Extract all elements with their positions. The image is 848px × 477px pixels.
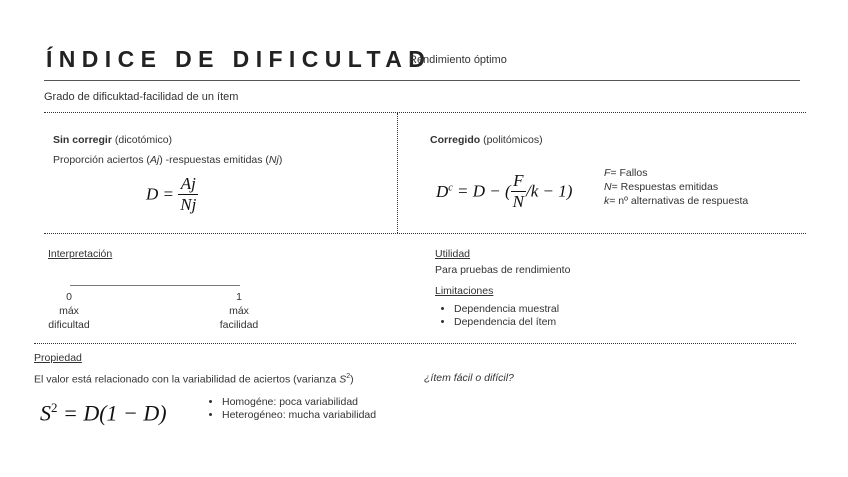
page-description: Grado de dificuktad-facilidad de un ítem [44, 91, 239, 103]
desc-part: ) [278, 154, 283, 166]
dotted-divider-top [44, 112, 806, 113]
corregido-legend [604, 166, 748, 208]
limitaciones-list [436, 303, 559, 329]
legend-text: = Fallos [610, 167, 648, 179]
formula-d-sup: c [448, 181, 453, 193]
legend-var: F [604, 167, 611, 179]
formula-tail: /k − 1) [525, 181, 573, 201]
propiedad-close: ) [350, 373, 354, 386]
formula-fraction [178, 174, 198, 215]
list-item: • Homogéne: poca variabilidad [222, 396, 376, 408]
utilidad-text: Para pruebas de rendimiento [435, 264, 571, 276]
page-title: ÍNDICE DE DIFICULTAD [46, 46, 432, 72]
list-item: • Dependencia muestral [454, 303, 559, 315]
legend-n [604, 180, 748, 194]
corregido-heading-rest: (politómicos) [480, 134, 543, 146]
sin-corregir-heading-bold: Sin corregir [53, 134, 112, 146]
legend-text: = Respuestas emitidas [611, 181, 719, 193]
propiedad-text [34, 373, 354, 386]
scale-left-value: 0 [66, 291, 72, 303]
header-divider [44, 80, 800, 81]
dotted-divider-vertical [397, 113, 398, 233]
page-subtitle: Rendimiento óptimo [409, 54, 507, 66]
formula-rest: = D(1 − D) [57, 400, 167, 426]
propiedad-sup: 2 [346, 373, 351, 380]
scale-line [70, 285, 240, 286]
scale-left-line1: máx [59, 305, 79, 317]
formula-s: S [40, 400, 51, 426]
dotted-divider-middle [44, 233, 806, 234]
formula-varianza [40, 400, 167, 426]
limitaciones-heading: Limitaciones [435, 285, 494, 297]
sin-corregir-heading-rest: (dicotómico) [111, 134, 173, 146]
utilidad-heading: Utilidad [435, 248, 471, 260]
formula-denominator: N [512, 192, 524, 211]
legend-k [604, 194, 748, 208]
sin-corregir-description [53, 154, 282, 166]
scale-left-line2: dificultad [48, 319, 90, 331]
desc-nj: Nj [268, 154, 279, 166]
desc-part: Proporción aciertos ( [53, 154, 150, 166]
interpretacion-heading: Interpretación [48, 248, 113, 260]
list-item: • Dependencia del ítem [454, 316, 559, 328]
legend-var: k [604, 195, 610, 207]
desc-aj: Aj [149, 154, 160, 166]
formula-denominator: Nj [180, 195, 197, 214]
formula-numerator: F [511, 171, 526, 192]
scale-right-line1: máx [229, 305, 249, 317]
legend-f [604, 166, 748, 180]
formula-corregido [436, 171, 572, 212]
corregido-heading-bold: Corregido [430, 134, 481, 146]
formula-numerator: Aj [178, 174, 198, 195]
formula-fraction-fn [511, 171, 526, 212]
desc-part: ) -respuestas emitidas ( [159, 154, 269, 166]
formula-s-sup: 2 [51, 400, 58, 415]
formula-d-letter: D [436, 181, 449, 201]
list-item: • Heterogéneo: mucha variabilidad [222, 409, 376, 421]
propiedad-list [204, 396, 376, 422]
propiedad-text-main: El valor está relacionado con la variabilidad de aciertos (varianza [34, 373, 340, 386]
formula-sin-corregir [146, 174, 198, 215]
formula-lhs: D = [146, 184, 174, 204]
propiedad-var: S [339, 373, 347, 386]
scale-left [38, 290, 100, 332]
scale-right-value: 1 [236, 291, 242, 303]
formula-mid: = D − ( [456, 181, 511, 201]
question-text: ¿ítem fácil o difícil? [424, 372, 514, 384]
legend-text: = nº alternativas de respuesta [609, 195, 749, 207]
scale-right-line2: facilidad [219, 319, 259, 331]
dotted-divider-bottom [34, 343, 796, 344]
formula-d [436, 182, 453, 201]
sin-corregir-heading [53, 134, 172, 146]
corregido-heading [430, 134, 543, 146]
propiedad-heading: Propiedad [34, 352, 82, 364]
legend-var: N [604, 181, 612, 193]
scale-right [208, 290, 270, 332]
